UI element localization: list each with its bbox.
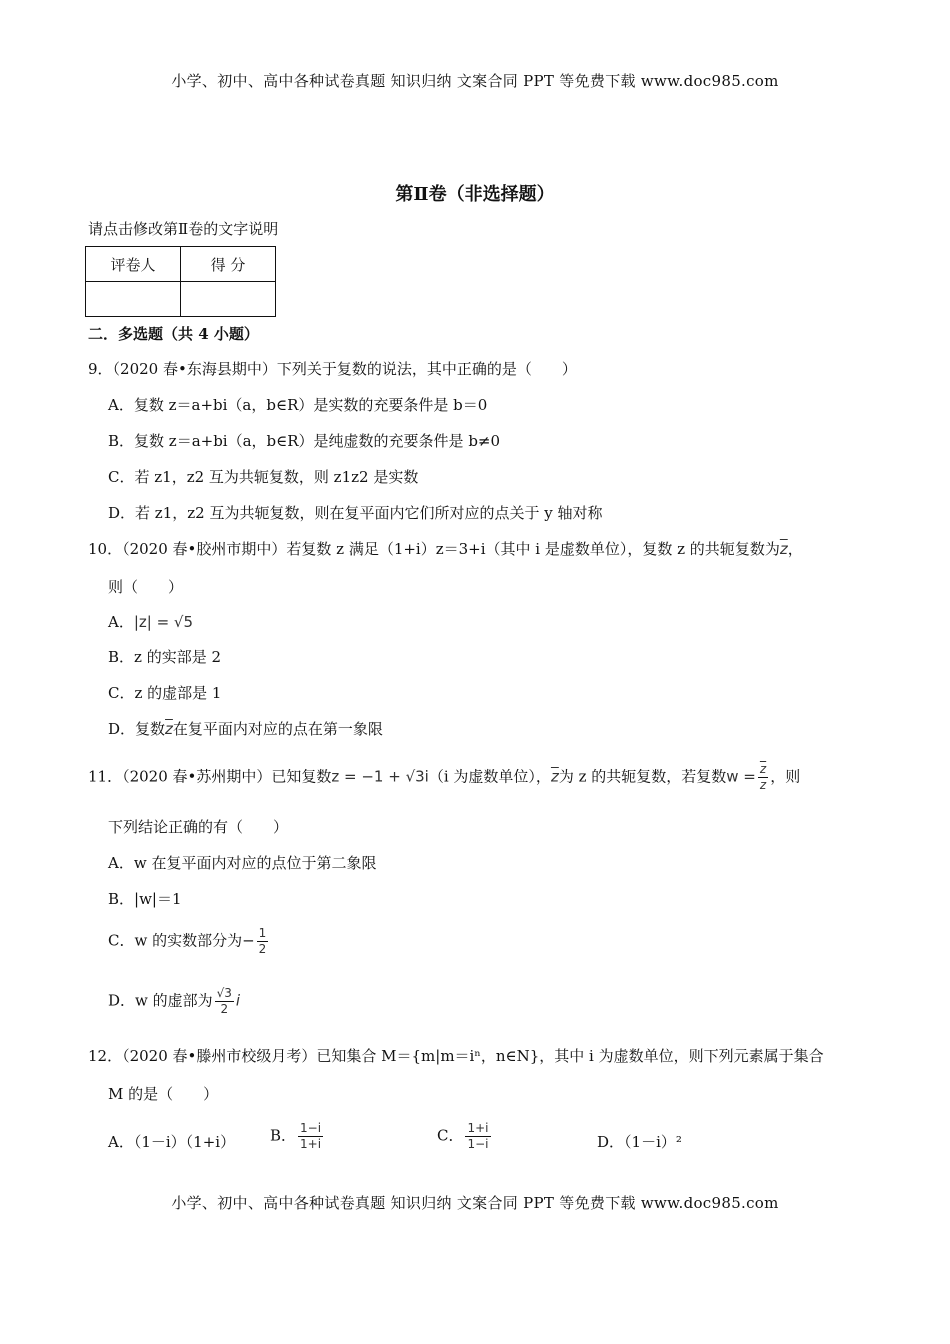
q11-option-d <box>108 986 240 1017</box>
q10-d-suffix: 在复平面内对应的点在第一象限 <box>172 720 383 738</box>
q11-d-fraction <box>215 986 234 1017</box>
z-conjugate-symbol-q11: $\overline{z}$ <box>550 767 559 786</box>
q12-c-num: 1+i <box>467 1121 489 1135</box>
q12-option-a: A．（1－i）（1+i） <box>108 1133 236 1151</box>
q9-option-c: C．若 z1，z2 互为共轭复数，则 z1z2 是实数 <box>108 468 419 486</box>
q11-w-expression: w = <box>726 767 756 786</box>
q10-d-prefix: D．复数 <box>108 720 166 738</box>
q11-w-fraction: $\frac{\overline{z}}{z}$ <box>759 762 767 792</box>
q10-a-label: A． <box>108 613 134 631</box>
q11-stem-line1 <box>88 762 800 793</box>
q12-c-den: 1−i <box>467 1137 489 1151</box>
q10-stem-line2: 则（ ） <box>108 578 184 596</box>
part-heading: 二．多选题（共 4 小题） <box>88 325 259 343</box>
q11-d-suffix: i <box>235 991 241 1010</box>
z-conjugate-symbol: $\overline{z}$ <box>779 540 788 558</box>
q12-b-prefix: B． <box>270 1126 297 1145</box>
grader-header: 评卷人 <box>86 247 181 282</box>
z-conjugate-symbol-d: $\overline{z}$ <box>165 720 173 738</box>
page-footer: 小学、初中、高中各种试卷真题 知识归纳 文案合同 PPT 等免费下载 www.doc985.com <box>171 1194 779 1212</box>
q10-option-b: B．z 的实部是 2 <box>108 648 222 666</box>
q11-c-fraction <box>257 926 269 957</box>
q10-stem-line1: 10．（2020 春•胶州市期中）若复数 z 满足（1+i）z＝3+i（其中 i 是虚数单位），复数 z 的共轭复数为$\overline{z}$， <box>88 540 803 558</box>
q11-c-den: 2 <box>258 942 267 956</box>
q12-c-fraction <box>465 1121 490 1152</box>
q11-d-den: 2 <box>220 1002 229 1016</box>
grader-cell[interactable] <box>86 282 181 317</box>
q12-option-c <box>437 1121 493 1152</box>
q12-stem-line1: 12．（2020 春•滕州市校级月考）已知集合 M＝{m|m＝iⁿ，n∈N}，其中 i 为虚数单位，则下列元素属于集合 <box>88 1047 824 1065</box>
q11-z-expression: z = −1 + √3i <box>331 767 429 786</box>
q12-stem-line2: M 的是（ ） <box>108 1085 219 1103</box>
q9-stem: 9．（2020 春•东海县期中）下列关于复数的说法，其中正确的是（ ） <box>88 360 577 378</box>
section-title: 第Ⅱ卷（非选择题） <box>395 184 555 205</box>
q11-c-num: 1 <box>258 926 267 940</box>
score-table <box>85 246 276 317</box>
q9-option-a: A．复数 z＝a+bi（a，b∈R）是实数的充要条件是 b＝0 <box>108 396 488 414</box>
q12-option-b <box>270 1121 325 1152</box>
q11-c-prefix: C．w 的实数部分为− <box>108 931 255 950</box>
score-cell[interactable] <box>181 282 276 317</box>
q11-d-num: √3 <box>216 986 232 1000</box>
q10-a-math: |z| = √5 <box>133 613 194 631</box>
q11-stem-end: ，则 <box>770 767 801 786</box>
q12-c-prefix: C． <box>437 1126 464 1145</box>
q10-option-c: C．z 的虚部是 1 <box>108 684 222 702</box>
q11-option-a: A．w 在复平面内对应的点位于第二象限 <box>108 854 377 872</box>
q9-option-d: D．若 z1，z2 互为共轭复数，则在复平面内它们所对应的点关于 y 轴对称 <box>108 504 603 522</box>
q9-option-b: B．复数 z＝a+bi（a，b∈R）是纯虚数的充要条件是 b≠0 <box>108 432 501 450</box>
q12-b-den: 1+i <box>300 1137 322 1151</box>
q11-stem-mid2: 为 z 的共轭复数，若复数 <box>558 767 727 786</box>
q12-option-d: D．（1－i）² <box>597 1133 682 1151</box>
instruction-text: 请点击修改第Ⅱ卷的文字说明 <box>88 220 279 238</box>
q10-stem-text: 10．（2020 春•胶州市期中）若复数 z 满足（1+i）z＝3+i（其中 i 是虚数单位），复数 z 的共轭复数为 <box>88 540 780 558</box>
q12-b-fraction <box>298 1121 323 1152</box>
q11-stem-prefix: 11．（2020 春•苏州期中）已知复数 <box>88 767 332 786</box>
q10-option-a <box>108 611 193 632</box>
q11-stem-mid1: （i 为虚数单位）， <box>428 767 551 786</box>
q11-d-prefix: D．w 的虚部为 <box>108 991 213 1010</box>
page-header: 小学、初中、高中各种试卷真题 知识归纳 文案合同 PPT 等免费下载 www.doc985.com <box>171 72 779 90</box>
score-header: 得 分 <box>181 247 276 282</box>
q11-option-c <box>108 926 270 957</box>
q12-b-num: 1−i <box>300 1121 322 1135</box>
q10-option-d <box>108 718 383 739</box>
q11-option-b: B．|w|＝1 <box>108 890 182 908</box>
q11-stem-line2: 下列结论正确的有（ ） <box>108 818 289 836</box>
